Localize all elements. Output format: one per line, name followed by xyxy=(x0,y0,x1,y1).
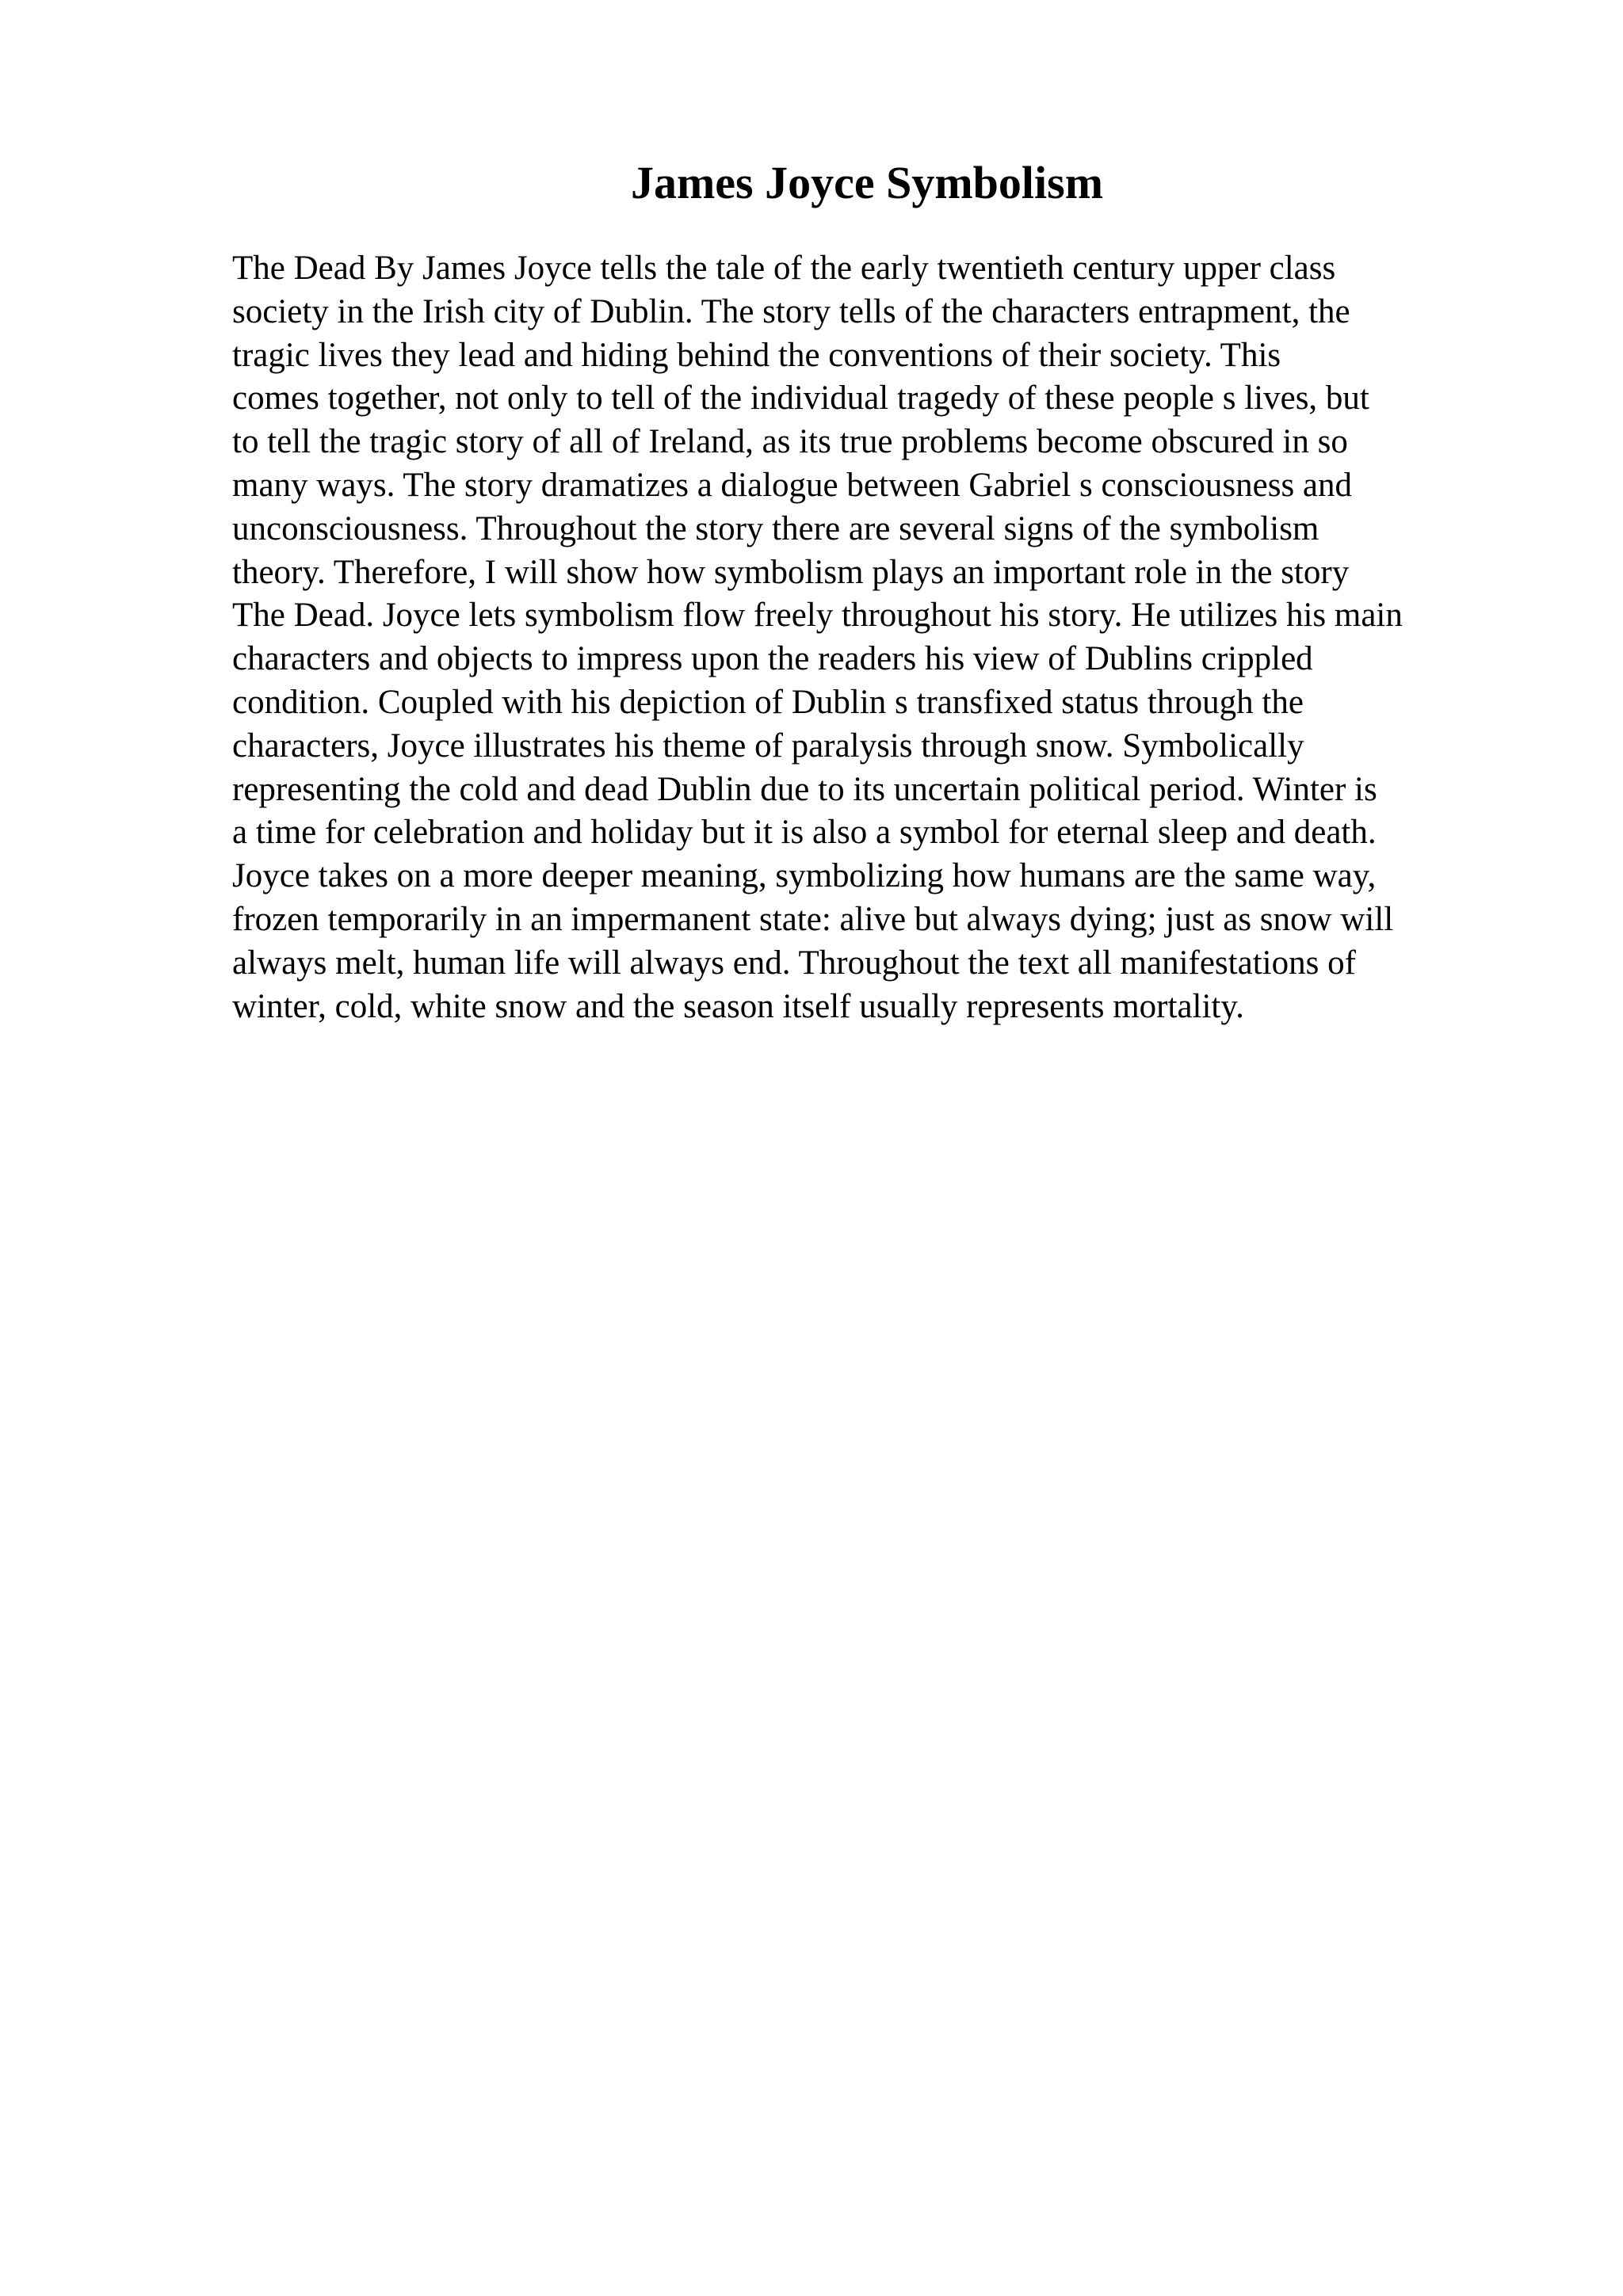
body-line: many ways. The story dramatizes a dialogue between Gabriel s consciousness and xyxy=(232,466,1353,504)
body-line: representing the cold and dead Dublin due to its uncertain political period. Winter is xyxy=(232,770,1377,808)
body-line: theory. Therefore, I will show how symbolism plays an important role in the story xyxy=(232,553,1350,591)
body-line: tragic lives they lead and hiding behind the conventions of their society. This xyxy=(232,336,1281,374)
body-line: society in the Irish city of Dublin. The story tells of the characters entrapment, the xyxy=(232,292,1350,330)
body-line: unconsciousness. Throughout the story there are several signs of the symbolism xyxy=(232,509,1319,547)
body-line: Joyce takes on a more deeper meaning, symbolizing how humans are the same way, xyxy=(232,857,1377,895)
body-line: winter, cold, white snow and the season itself usually represents mortality. xyxy=(232,987,1244,1025)
body-line: frozen temporarily in an impermanent state: alive but always dying; just as snow will xyxy=(232,900,1394,938)
document-title: James Joyce Symbolism xyxy=(630,157,1104,208)
body-line: characters and objects to impress upon the readers his view of Dublins crippled xyxy=(232,640,1313,678)
body-line: characters, Joyce illustrates his theme of paralysis through snow. Symbolically xyxy=(232,727,1304,765)
body-line: to tell the tragic story of all of Ireland, as its true problems become obscured in so xyxy=(232,423,1348,461)
document-body xyxy=(232,247,1579,1028)
body-line: The Dead. Joyce lets symbolism flow freely throughout his story. He utilizes his main xyxy=(232,597,1403,635)
body-line: always melt, human life will always end. Throughout the text all manifestations of xyxy=(232,944,1356,982)
body-line: The Dead By James Joyce tells the tale of the early twentieth century upper class xyxy=(232,250,1336,287)
body-line: condition. Coupled with his depiction of Dublin s transfixed status through the xyxy=(232,683,1304,721)
body-line: comes together, not only to tell of the individual tragedy of these people s lives, but xyxy=(232,379,1369,418)
body-line: a time for celebration and holiday but it is also a symbol for eternal sleep and death. xyxy=(232,814,1377,852)
